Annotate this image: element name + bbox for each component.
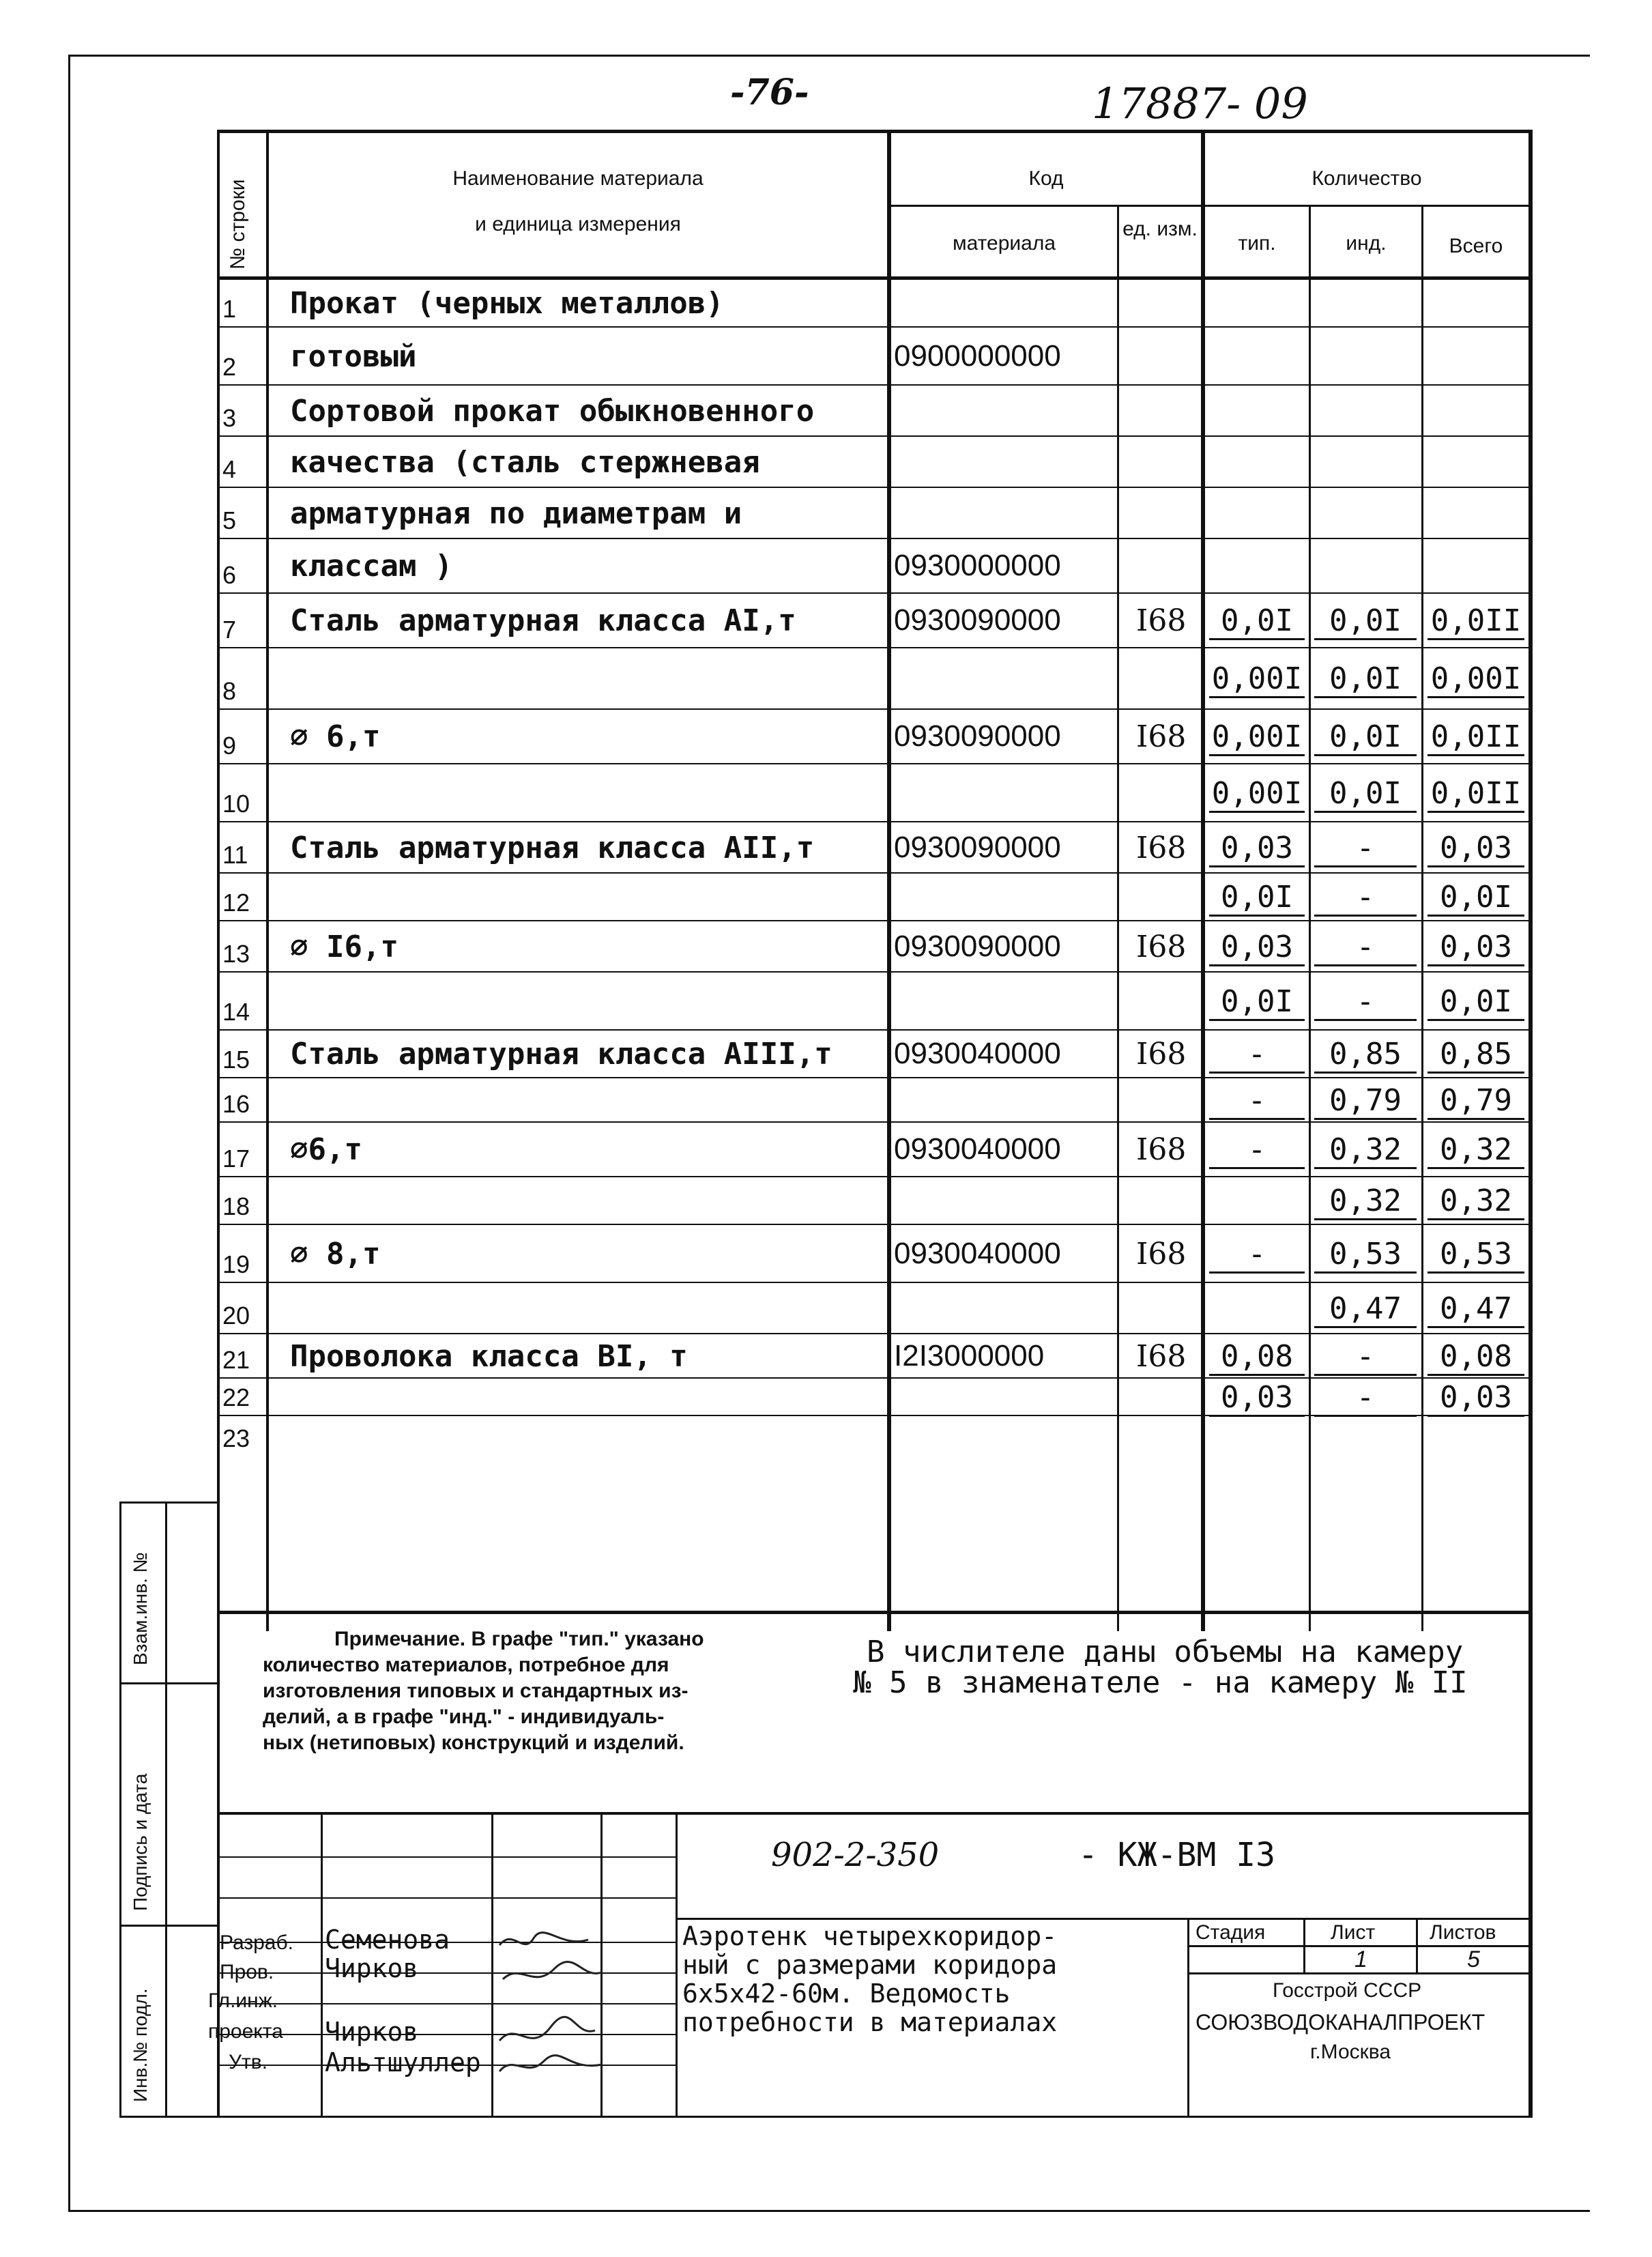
row-separator [217,1377,1533,1379]
table-left [217,130,220,1631]
tb-mark: - КЖ-ВМ I3 [1078,1836,1275,1874]
tb-role-1: Разраб. [220,1931,294,1954]
tb-org3: г.Москва [1310,2041,1391,2063]
side-podp: Подпись и дата [130,1773,151,1911]
row-name: Сталь арматурная класса АIII,т [290,1037,832,1072]
note-left-2: количество материалов, потребное для [263,1654,669,1676]
row-qty-typ: 0,0I [1209,880,1305,917]
row-name: ∅ 6,т [290,719,381,754]
row-separator [217,1077,1533,1078]
row-qty-ind: - [1314,1380,1417,1417]
row-number: 7 [222,616,237,644]
row-name: арматурная по диаметрам и [290,495,742,531]
tb-sheet-label: Лист [1331,1921,1376,1944]
row-qty-total: 0,85 [1428,1037,1524,1074]
row-separator [217,384,1533,386]
row-qty-ind: 0,32 [1314,1132,1417,1169]
row-number: 6 [222,561,237,589]
row-number: 18 [222,1192,250,1220]
header-qty-ind: инд. [1346,232,1387,255]
row-unit: I68 [1136,603,1187,638]
table-bottom [217,1611,1533,1614]
row-name: Проволока класса ВI, т [290,1338,688,1374]
row-qty-total: 0,0I [1428,880,1524,917]
tb-role-2: Пров. [220,1961,274,1983]
side-col-left [119,1501,121,2116]
frame-left [68,55,70,2211]
row-qty-total: 0,00I [1428,661,1524,698]
row-qty-ind: 0,0I [1314,776,1417,813]
row-number: 10 [222,790,250,818]
tb-title-row [676,1918,1533,1920]
row-qty-total: 0,53 [1428,1237,1524,1274]
header-name-line2: и единица измерения [475,213,681,235]
side-vzam: Взам.инв. № [130,1552,151,1665]
row-number: 16 [222,1090,250,1118]
row-name: ∅6,т [290,1132,362,1167]
side-col-mid [165,1501,167,2116]
row-qty-ind: 0,79 [1314,1083,1417,1120]
header-mid [887,205,1533,207]
tb-org1: Госстрой СССР [1273,1979,1422,2002]
row-qty-total: 0,0I [1428,984,1524,1021]
row-separator [217,487,1533,488]
row-name: Сортовой прокат обыкновенного [290,393,815,429]
row-qty-typ: 0,03 [1209,930,1305,966]
row-number: 15 [222,1046,250,1074]
row-number: 2 [222,353,237,381]
row-qty-typ: 0,0I [1209,603,1305,640]
row-code: 0930090000 [894,929,1061,963]
col-name-div [887,130,891,1631]
signatures [493,1925,622,2082]
col-ind-div [1421,205,1423,1631]
row-qty-total: 0,03 [1428,930,1524,966]
tb-stage-col [1187,1918,1189,2116]
row-separator [217,872,1533,874]
row-number: 19 [222,1250,250,1278]
row-number: 22 [222,1383,250,1411]
tb-name-1: Семенова [325,1925,450,1955]
row-separator [217,538,1533,539]
row-number: 20 [222,1302,250,1329]
tb-title-2: ный с размерами коридора [682,1950,1058,1980]
row-unit: I68 [1136,1037,1187,1072]
tb-stage-label: Стадия [1195,1921,1266,1944]
row-qty-ind: 0,85 [1314,1037,1417,1074]
row-qty-typ: 0,03 [1209,1380,1305,1417]
tb-top [217,1812,1533,1815]
row-qty-total: 0,0II [1428,719,1524,756]
row-separator [217,821,1533,822]
col-unit-div [1201,130,1205,1631]
row-code: 0930040000 [894,1037,1061,1070]
row-separator [217,326,1533,328]
tb-role-5: Утв. [229,2051,268,2073]
row-name: ∅ I6,т [290,929,398,964]
row-separator [217,763,1533,764]
header-qty: Количество [1312,167,1422,190]
row-qty-typ: 0,0I [1209,984,1305,1021]
row-separator [217,592,1533,594]
row-number: 8 [222,677,237,705]
side-inv: Инв.№ подл. [130,1988,151,2102]
row-qty-total: 0,32 [1428,1132,1524,1169]
doc-ref: 17887- 09 [1092,78,1308,128]
row-qty-ind: 0,32 [1314,1183,1417,1220]
row-separator [217,1029,1533,1031]
tb-sig-row [217,1856,676,1858]
row-name: Прокат (черных металлов) [290,286,724,321]
row-unit: I68 [1136,1132,1187,1167]
row-code: 0930090000 [894,719,1061,753]
row-qty-ind: 0,53 [1314,1237,1417,1274]
row-qty-total: 0,32 [1428,1183,1524,1220]
col-typ-div [1309,205,1311,1631]
frame-top [68,55,1590,57]
header-row-no: № строки [227,179,249,270]
row-name: готовый [290,339,417,374]
row-qty-ind: 0,0I [1314,603,1417,640]
row-qty-total: 0,47 [1428,1291,1524,1328]
row-separator [217,1282,1533,1283]
frame-bottom [68,2210,1590,2212]
row-name: Сталь арматурная класса АII,т [290,830,815,865]
row-name: классам ) [290,549,453,584]
tb-name-5: Альтшуллер [325,2047,481,2078]
signature-1 [499,1933,588,1945]
row-qty-ind: - [1314,930,1417,966]
row-qty-typ: 0,03 [1209,831,1305,867]
side-div1 [119,1682,218,1684]
row-unit: I68 [1136,1236,1187,1271]
signature-4 [499,2017,595,2041]
row-code: 0930090000 [894,603,1061,637]
row-qty-total: 0,03 [1428,831,1524,867]
row-number: 5 [222,506,237,534]
col-rownum-div [266,130,269,1631]
tb-org2: СОЮЗВОДОКАНАЛПРОЕКТ [1195,2010,1486,2035]
note-right-1: В числителе даны объемы на камеру [867,1635,1464,1669]
note-left-3: изготовления типовых и стандартных из- [263,1680,689,1702]
header-qty-total: Всего [1449,235,1503,257]
tb-title-3: 6х5х42-60м. Ведомость [682,1979,1011,2009]
row-separator [217,435,1533,437]
tb-bottom [217,2116,1533,2118]
row-unit: I68 [1136,1338,1187,1374]
row-qty-total: 0,0II [1428,776,1524,813]
header-qty-typ: тип. [1238,232,1276,255]
row-code: 0930090000 [894,830,1061,864]
row-qty-typ: 0,00I [1209,719,1305,756]
row-code: I2I3000000 [894,1338,1045,1372]
row-qty-typ: - [1209,1237,1305,1274]
row-qty-ind: 0,0I [1314,719,1417,756]
header-code: Код [1028,167,1064,190]
row-name: Сталь арматурная класса АI,т [290,603,796,638]
row-unit: I68 [1136,830,1187,865]
row-number: 14 [222,998,250,1026]
row-qty-typ: 0,00I [1209,776,1305,813]
row-number: 11 [222,841,248,869]
tb-sig-c4 [676,1812,678,2116]
row-name: ∅ 8,т [290,1236,381,1271]
row-separator [217,920,1533,921]
col-code-div [1117,205,1119,1631]
row-number: 21 [222,1346,250,1374]
tb-sheet: 1 [1354,1946,1367,1972]
row-name: качества (сталь стержневая [290,444,760,480]
row-separator [217,1176,1533,1177]
row-qty-typ: - [1209,1083,1305,1120]
row-number: 1 [222,295,237,323]
row-separator [217,647,1533,648]
table-top [217,130,1533,133]
tb-project: 902-2-350 [771,1836,940,1874]
tb-role-4: проекта [208,2020,283,2043]
row-code: 0900000000 [894,339,1061,373]
side-div2 [119,1925,218,1927]
tb-title-1: Аэротенк четырехкоридор- [682,1921,1058,1951]
row-qty-typ: 0,00I [1209,661,1305,698]
row-qty-typ: 0,08 [1209,1339,1305,1376]
signature-5 [499,2056,602,2071]
row-qty-ind: 0,47 [1314,1291,1417,1328]
header-code-sub: материала [952,232,1056,255]
row-unit: I68 [1136,929,1187,964]
row-separator [217,708,1533,710]
row-number: 13 [222,940,250,968]
row-qty-ind: 0,0I [1314,661,1417,698]
table-right [1528,130,1533,1631]
tb-right [1528,1614,1533,2116]
tb-sig-row [217,1897,676,1899]
row-number: 4 [222,455,237,483]
row-unit: I68 [1136,719,1187,754]
row-qty-ind: - [1314,984,1417,1021]
note-left-5: ных (нетиповых) конструкций и изделий. [263,1731,684,1754]
row-separator [217,1121,1533,1123]
row-qty-total: 0,0II [1428,603,1524,640]
tb-name-2: Чирков [325,1953,419,1983]
row-number: 23 [222,1424,250,1452]
row-qty-ind: - [1314,831,1417,867]
tb-role-3: Гл.инж. [208,1989,278,2012]
row-qty-total: 0,08 [1428,1339,1524,1376]
header-name-line1: Наименование материала [452,167,704,190]
row-qty-total: 0,03 [1428,1380,1524,1417]
note-right-2: № 5 в знаменателе - на камеру № II [853,1665,1468,1700]
row-code: 0930040000 [894,1236,1061,1270]
row-qty-typ: - [1209,1037,1305,1074]
row-number: 3 [222,404,237,432]
page-number: -76- [730,72,809,113]
row-qty-ind: - [1314,1339,1417,1376]
side-top [119,1501,218,1504]
row-separator [217,1224,1533,1225]
row-qty-total: 0,79 [1428,1083,1524,1120]
row-number: 12 [222,889,250,917]
tb-title-4: потребности в материалах [682,2007,1058,2037]
row-number: 9 [222,732,237,760]
tb-sheets: 5 [1467,1946,1480,1972]
row-separator [217,971,1533,973]
row-qty-typ: - [1209,1132,1305,1169]
header-bottom [217,276,1533,280]
tb-sheets-label: Листов [1430,1921,1496,1944]
tb-name-4: Чирков [325,2017,419,2047]
signature-2 [503,1962,602,1979]
row-code: 0930000000 [894,549,1061,582]
side-bottom [119,2116,218,2118]
row-separator [217,1333,1533,1334]
header-unit-sub: ед. изм. [1122,218,1198,240]
note-left-4: делий, а в графе "инд." - индивидуаль- [263,1706,665,1728]
row-code: 0930040000 [894,1132,1061,1166]
row-qty-ind: - [1314,880,1417,917]
note-left-1: Примечание. В графе "тип." указано [334,1628,704,1650]
row-number: 17 [222,1145,250,1173]
